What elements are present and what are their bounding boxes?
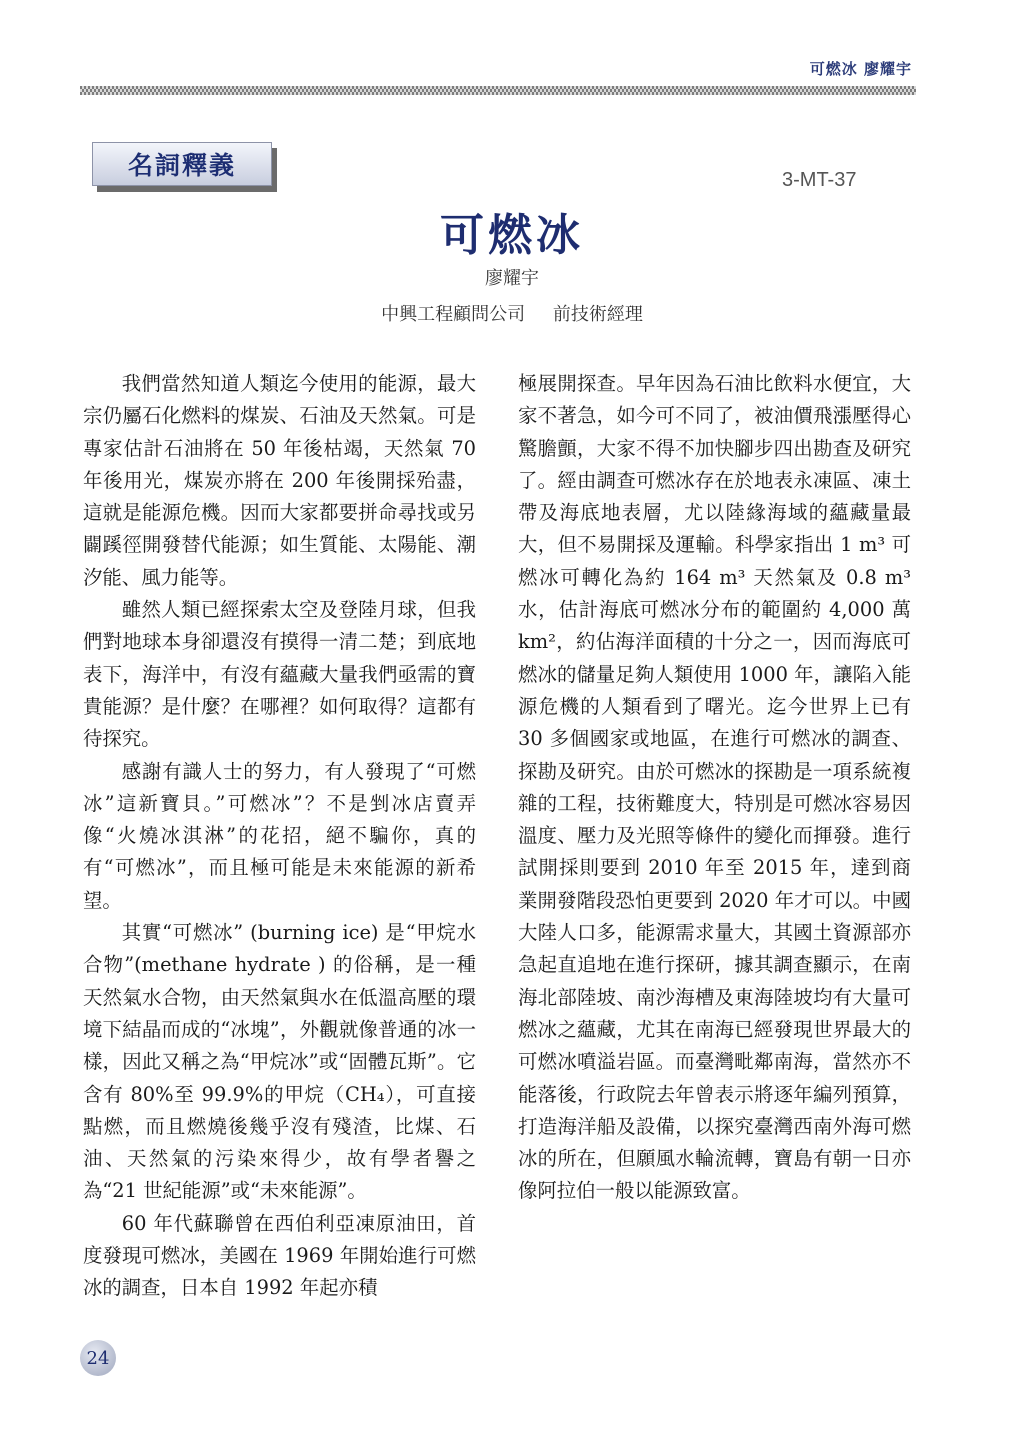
article-title: 可燃冰 (440, 210, 584, 261)
paragraph: 感謝有識人士的努力，有人發現了“可燃冰”這新寶貝。”可燃冰”？不是剉冰店賣弄像“火燒冰淇淋”的花招，絕不騙你，真的有“可燃冰”，而且極可能是未來能源的新希望。 (83, 759, 476, 912)
body-column-left (83, 368, 476, 1305)
section-banner: 名詞釋義 (92, 142, 272, 186)
paragraph: 其實“可燃冰” (burning ice) 是“甲烷水合物”(methane hydrate ) 的俗稱，是一種天然氣水合物，由天然氣與水在低溫高壓的環境下結晶而成的“冰塊”，外觀就像普通的冰一樣，因此又稱之為“甲烷冰”或“固體瓦斯”。它含有 80%至 99.9%的甲烷（CH₄），可直接點燃，而且燃燒後幾乎沒有殘渣，比煤、石油、天然氣的污染來得少，故有學者譽之為“21 世紀能源”或“未來能源”。 (83, 921, 476, 1203)
paragraph: 我們當然知道人類迄今使用的能源，最大宗仍屬石化燃料的煤炭、石油及天然氣。可是專家估計石油將在 50 年後枯竭，天然氣 70 年後用光，煤炭亦將在 200 年後開採殆盡，這就是能源危機。因而大家都要拼命尋找或另闢蹊徑開發替代能源；如生質能、太陽能、潮汐能、風力能等。 (83, 372, 476, 589)
author-affiliation (0, 300, 1024, 326)
affiliation-role: 前技術經理 (552, 304, 643, 325)
document-code: 3-MT-37 (782, 169, 857, 191)
body-column-right (518, 368, 911, 1208)
paragraph: 極展開探查。早年因為石油比飲料水便宜，大家不著急，如今可不同了，被油價飛漲壓得心驚膽顫，大家不得不加快腳步四出勘查及研究了。經由調查可燃冰存在於地表永凍區、凍土帶及海底地表層，尤以陸緣海域的蘊藏量最大，但不易開採及運輸。科學家指出 1 m³ 可燃冰可轉化為約 164 m³ 天然氣及 0.8 m³ 水，估計海底可燃冰分布的範圍約 4,000 萬 km²，約佔海洋面積的十分之一，因而海底可燃冰的儲量足夠人類使用 1000 年，讓陷入能源危機的人類看到了曙光。迄今世界上已有 30 多個國家或地區，在進行可燃冰的調查、探勘及研究。由於可燃冰的探勘是一項系統複雜的工程，技術難度大，特別是可燃冰容易因溫度、壓力及光照等條件的變化而揮發。進行試開採則要到 2010 年至 2015 年，達到商業開發階段恐怕更要到 2020 年才可以。中國大陸人口多，能源需求量大，其國土資源部亦急起直追地在進行探研，據其調查顯示，在南海北部陸坡、南沙海槽及東海陸坡均有大量可燃冰之蘊藏，尤其在南海已經發現世界最大的可燃冰噴溢岩區。而臺灣毗鄰南海，當然亦不能落後，行政院去年曾表示將逐年編列預算，打造海洋船及設備，以探究臺灣西南外海可燃冰的所在，但願風水輪流轉，寶島有朝一日亦像阿拉伯一般以能源致富。 (518, 372, 911, 1203)
paragraph: 雖然人類已經探索太空及登陸月球，但我們對地球本身卻還沒有摸得一清二楚；到底地表下，海洋中，有沒有蘊藏大量我們亟需的寶貴能源？是什麼？在哪裡？如何取得？這都有待探究。 (83, 598, 476, 751)
page-number: 24 (80, 1340, 116, 1376)
running-head: 可燃冰 廖耀宇 (809, 60, 912, 78)
paragraph: 60 年代蘇聯曾在西伯利亞凍原油田，首度發現可燃冰，美國在 1969 年開始進行可燃冰的調查，日本自 1992 年起亦積 (83, 1211, 476, 1300)
header-rule (80, 86, 916, 95)
affiliation-org: 中興工程顧問公司 (381, 304, 526, 325)
author-name: 廖耀宇 (485, 268, 539, 289)
